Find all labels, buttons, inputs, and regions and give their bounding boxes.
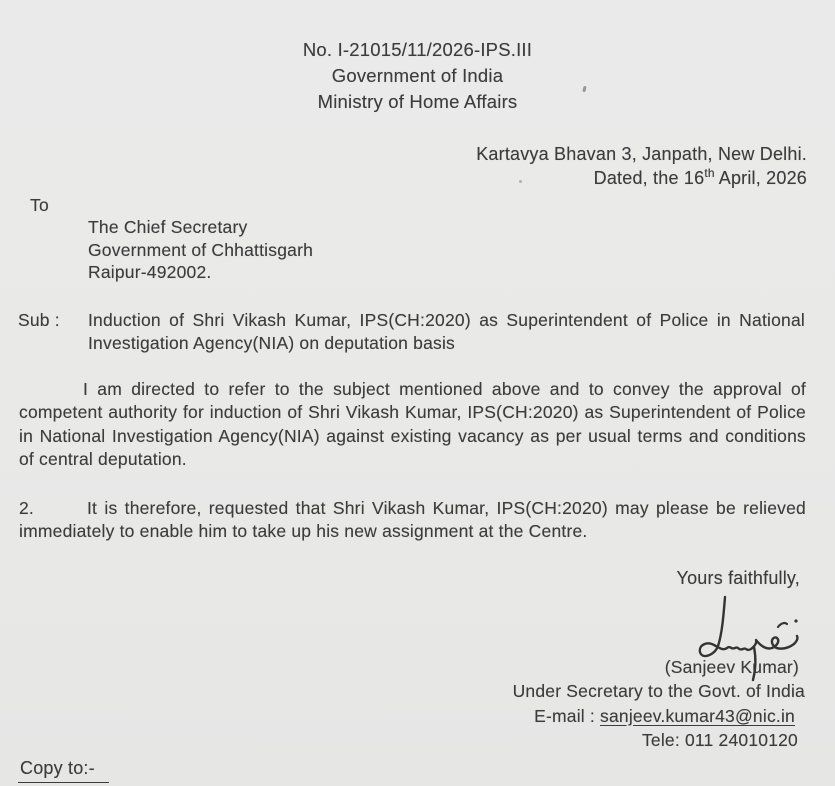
recipient-line: The Chief Secretary (88, 217, 248, 237)
paragraph-number: 2. (19, 497, 34, 518)
office-address: Kartavya Bhavan 3, Janpath, New Delhi. (476, 144, 807, 164)
signatory-designation: Under Secretary to the Govt. of India (512, 681, 805, 701)
address-date-block (0, 142, 835, 190)
body-paragraph-2 (19, 497, 806, 544)
date-ordinal-superscript: th (704, 166, 715, 180)
email-address: sanjeev.kumar43@nic.in (600, 705, 795, 726)
recipient-line: Raipur-492002. (88, 262, 212, 282)
recipient-address (0, 216, 835, 284)
scan-artifact-dot (519, 180, 522, 183)
subject-label: Sub : (18, 309, 60, 330)
ministry-line: Ministry of Home Affairs (317, 91, 518, 112)
subject-line (18, 309, 805, 356)
closing-salutation: Yours faithfully, (676, 567, 800, 588)
body-paragraph-1: I am directed to refer to the subject mentioned above and to convey the approval of competent authority for induction of Shri Vikash Kumar, IPS(CH:2020) as Superintendent of Police in National Investigation Agency(NIA) against existing vacancy as per usual terms and conditions of central deputation. (19, 378, 806, 469)
paragraph-2-text: It is therefore, requested that Shri Vikash Kumar, IPS(CH:2020) may please be relieved immediately to enable him to take up his new assignment at the Centre. (19, 497, 806, 541)
signatory-name: (Sanjeev Kumar) (664, 656, 799, 677)
date-prefix: Dated, the 16 (593, 168, 705, 188)
reference-number: No. I-21015/11/2026-IPS.III (302, 39, 533, 60)
salutation-to: To (30, 195, 49, 215)
recipient-line: Government of Chhattisgarh (88, 239, 314, 260)
copy-to-heading: Copy to:- (18, 756, 835, 783)
email-label: E-mail : (534, 705, 595, 726)
signatory-email-line (0, 704, 835, 729)
subject-text: Induction of Shri Vikash Kumar, IPS(CH:2020) as Superintendent of Police in National Investigation Agency(NIA) on deputation basis (88, 309, 805, 353)
signature-area (0, 590, 835, 655)
letter-head (0, 0, 835, 115)
handwritten-signature (693, 594, 813, 688)
date-suffix: April, 2026 (718, 168, 807, 188)
government-line: Government of India (331, 65, 504, 86)
letter-date (0, 166, 807, 190)
signatory-telephone: Tele: 011 24010120 (641, 730, 798, 750)
